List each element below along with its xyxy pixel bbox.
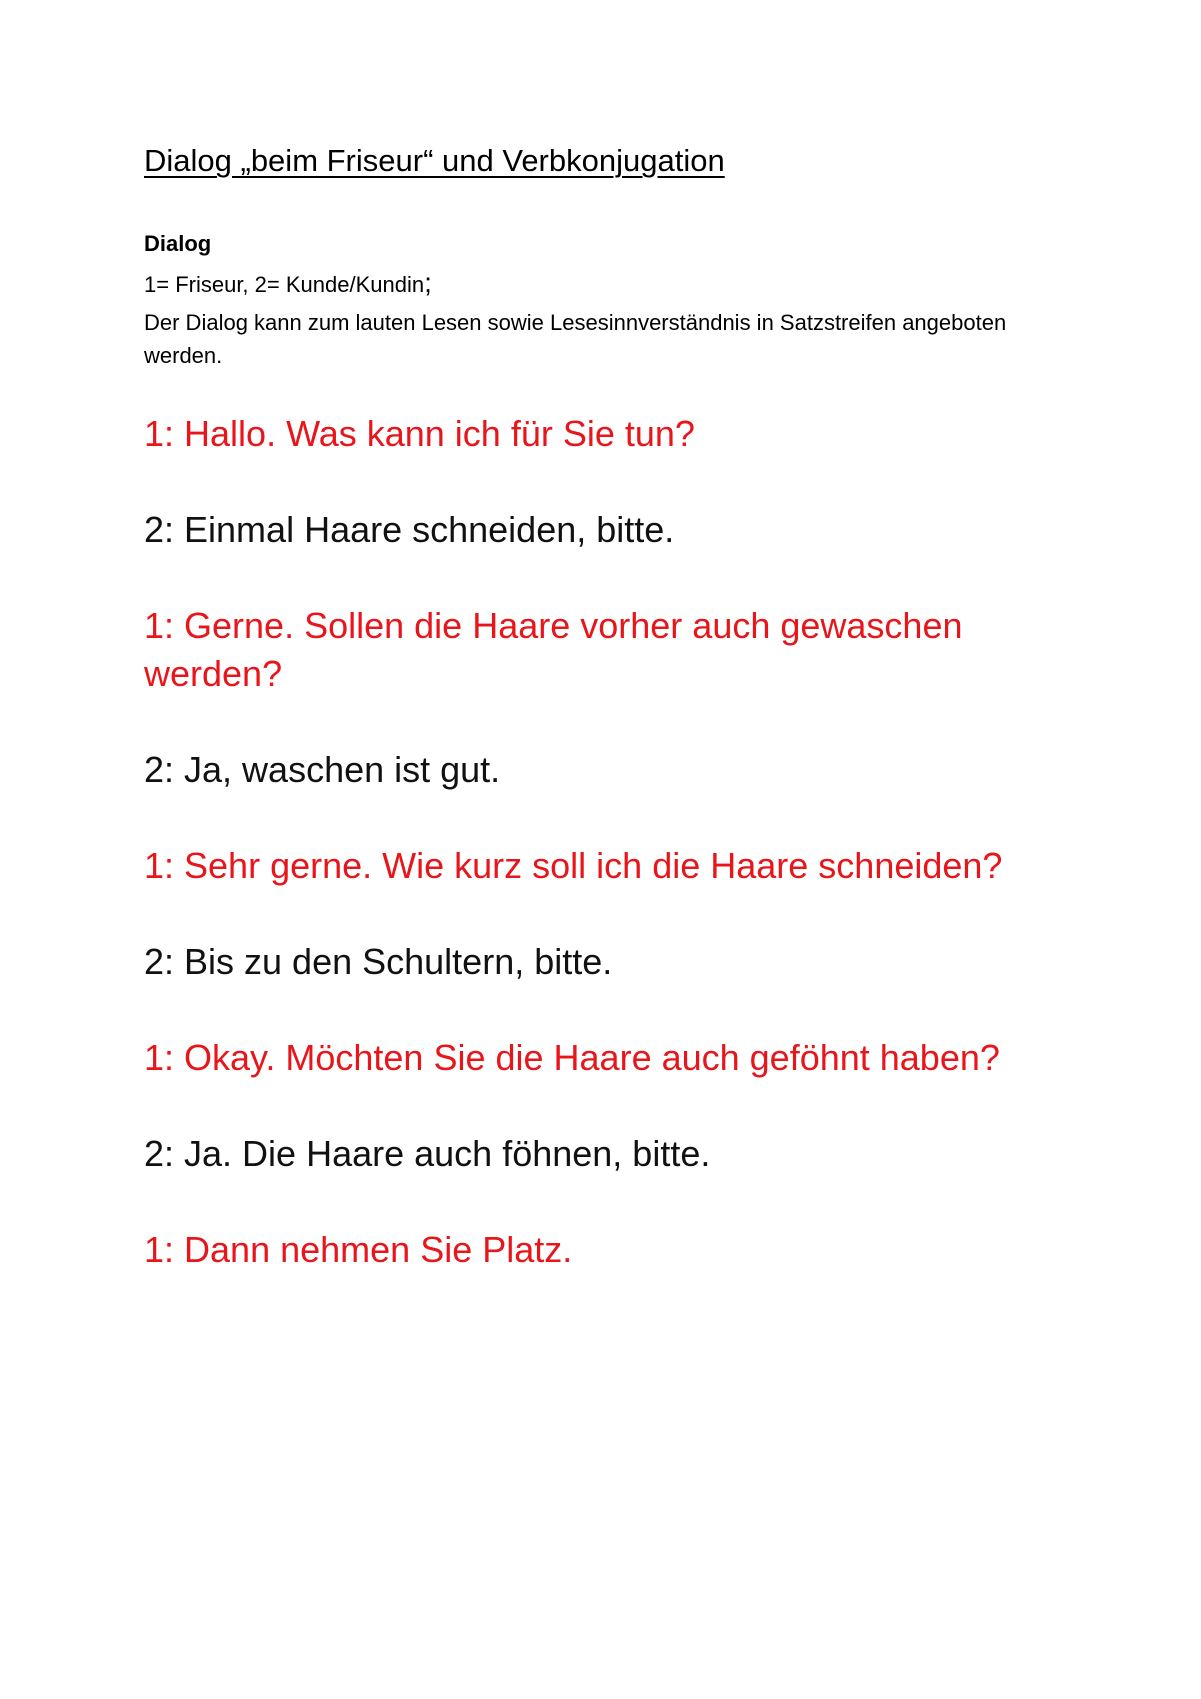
dialog-line-4: 2: Ja, waschen ist gut. [144,749,501,790]
dialog-line-9: 1: Dann nehmen Sie Platz. [144,1229,573,1270]
speaker-legend-semicolon: ; [424,267,432,298]
dialog-line-5: 1: Sehr gerne. Wie kurz soll ich die Haare schneiden? [144,845,1003,886]
speaker-legend [144,267,432,298]
section-heading: Dialog [144,231,212,256]
speaker-legend-text: 1= Friseur, 2= Kunde/Kundin [144,272,425,297]
dialog-line-3: 1: Gerne. Sollen die Haare vorher auch gewaschen werden? [144,605,963,694]
document-title: Dialog „beim Friseur“ und Verbkonjugation [144,143,725,178]
dialog-line-2: 2: Einmal Haare schneiden, bitte. [144,509,675,550]
intro-text: Der Dialog kann zum lauten Lesen sowie Lesesinnverständnis in Satzstreifen angeboten werden. [144,310,1007,368]
dialog-line-1: 1: Hallo. Was kann ich für Sie tun? [144,413,695,454]
dialog-line-6: 2: Bis zu den Schultern, bitte. [144,941,613,982]
dialog-line-8: 2: Ja. Die Haare auch föhnen, bitte. [144,1133,711,1174]
dialog-line-7: 1: Okay. Möchten Sie die Haare auch geföhnt haben? [144,1037,1000,1078]
